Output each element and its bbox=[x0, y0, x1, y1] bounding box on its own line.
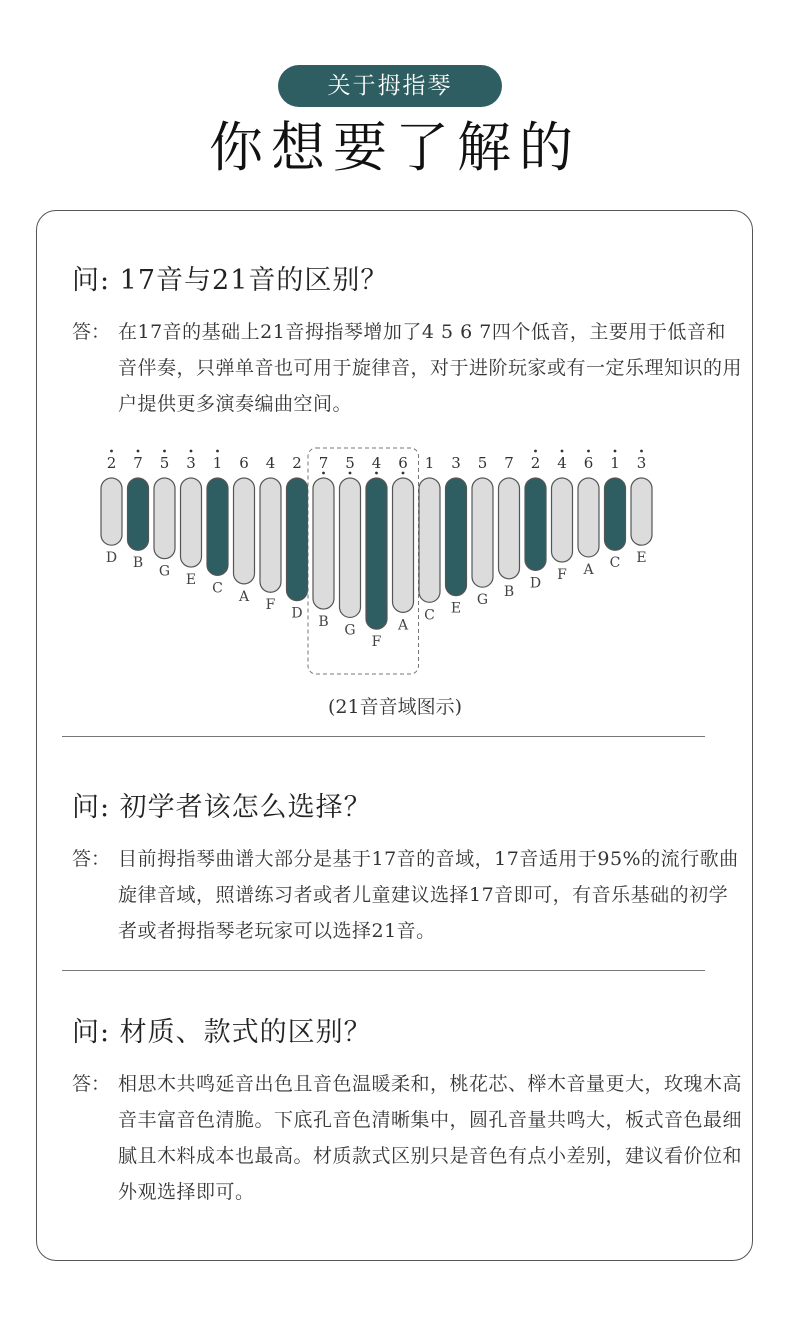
answer-label: 答： bbox=[72, 1073, 111, 1095]
divider bbox=[62, 970, 705, 971]
key-note: E bbox=[636, 550, 647, 567]
kalimba-key bbox=[393, 478, 414, 612]
kalimba-key bbox=[181, 478, 202, 567]
kalimba-key bbox=[340, 478, 361, 617]
key-note: A bbox=[238, 588, 250, 605]
question-1: 问: 17音与21音的区别？ bbox=[72, 265, 389, 296]
key-number: 2 bbox=[530, 454, 541, 472]
kalimba-key bbox=[446, 478, 467, 596]
kalimba-key bbox=[552, 478, 573, 562]
key-note: D bbox=[291, 605, 303, 622]
kalimba-key bbox=[499, 478, 520, 579]
octave-dot bbox=[349, 472, 352, 475]
octave-dot bbox=[534, 450, 537, 453]
key-note: B bbox=[503, 583, 515, 600]
answer-text: 目前拇指琴曲谱大部分是基于17音的音域，17音适用于95%的流行歌曲旋律音域，照谱练习者或者儿童建议选择17音即可，有音乐基础的初学者或者拇指琴老玩家可以选择21音。 bbox=[118, 848, 739, 942]
key-number: 3 bbox=[636, 454, 647, 472]
key-number: 5 bbox=[345, 454, 355, 472]
octave-dot bbox=[190, 450, 193, 453]
key-number: 3 bbox=[186, 454, 196, 472]
kalimba-key bbox=[313, 478, 334, 609]
kalimba-key bbox=[366, 478, 387, 629]
kalimba-key bbox=[207, 478, 228, 575]
kalimba-key bbox=[128, 478, 149, 550]
answer-2 bbox=[72, 841, 744, 949]
octave-dot bbox=[216, 450, 219, 453]
key-number: 5 bbox=[159, 454, 170, 472]
kalimba-key bbox=[419, 478, 440, 602]
answer-label: 答： bbox=[72, 848, 111, 870]
key-number: 3 bbox=[451, 454, 461, 472]
key-number: 7 bbox=[504, 454, 514, 472]
key-number: 1 bbox=[212, 454, 223, 472]
key-number: 6 bbox=[239, 454, 249, 472]
kalimba-key bbox=[525, 478, 546, 570]
question-3: 问: 材质、款式的区别？ bbox=[72, 1017, 372, 1048]
octave-dot bbox=[402, 472, 405, 475]
key-number: 4 bbox=[265, 454, 276, 472]
key-note: E bbox=[185, 572, 197, 589]
key-note: A bbox=[397, 617, 409, 634]
key-number: 2 bbox=[106, 454, 117, 472]
octave-dot bbox=[110, 450, 113, 453]
key-note: B bbox=[132, 555, 144, 572]
kalimba-key bbox=[631, 478, 652, 545]
key-number: 6 bbox=[398, 454, 408, 472]
page-title: 你想要了解的 bbox=[209, 116, 581, 179]
key-note: G bbox=[476, 592, 489, 609]
key-number: 7 bbox=[318, 454, 329, 472]
divider bbox=[62, 736, 705, 737]
key-note: B bbox=[318, 614, 329, 631]
key-note: C bbox=[424, 607, 435, 624]
key-note: F bbox=[371, 634, 382, 651]
key-number: 4 bbox=[557, 454, 567, 472]
answer-label: 答： bbox=[72, 321, 111, 343]
key-note: C bbox=[212, 580, 223, 597]
key-note: D bbox=[529, 575, 542, 592]
kalimba-range-diagram bbox=[0, 440, 790, 690]
key-number: 1 bbox=[610, 454, 620, 472]
octave-dot bbox=[163, 450, 166, 453]
key-number: 1 bbox=[424, 454, 435, 472]
octave-dot bbox=[614, 450, 617, 453]
kalimba-key bbox=[605, 478, 626, 550]
key-number: 2 bbox=[292, 454, 302, 472]
key-number: 5 bbox=[477, 454, 488, 472]
section-badge: 关于拇指琴 bbox=[278, 65, 502, 107]
answer-text: 在17音的基础上21音拇指琴增加了4 5 6 7四个低音，主要用于低音和音伴奏，只弹单音也可用于旋律音，对于进阶玩家或有一定乐理知识的用户提供更多演奏编曲空间。 bbox=[118, 321, 743, 415]
octave-dot bbox=[587, 450, 590, 453]
key-note: C bbox=[609, 555, 621, 572]
key-note: E bbox=[450, 600, 462, 617]
key-number: 4 bbox=[371, 454, 382, 472]
octave-dot bbox=[322, 472, 325, 475]
kalimba-key bbox=[234, 478, 255, 584]
kalimba-key bbox=[260, 478, 281, 592]
key-note: D bbox=[105, 550, 118, 567]
answer-1 bbox=[72, 314, 744, 422]
key-note: F bbox=[557, 567, 567, 583]
diagram-caption: (21音音域图示) bbox=[327, 696, 462, 718]
octave-dot bbox=[561, 450, 564, 453]
key-note: G bbox=[344, 622, 356, 639]
kalimba-key bbox=[472, 478, 493, 587]
octave-dot bbox=[375, 472, 378, 475]
answer-text: 相思木共鸣延音出色且音色温暖柔和，桃花芯、榉木音量更大，玫瑰木高音丰富音色清脆。下底孔音色清晰集中，圆孔音量共鸣大，板式音色最细腻且木料成本也最高。材质款式区别只是音色有点小差别，建议看价位和外观选择即可。 bbox=[118, 1073, 743, 1203]
key-note: G bbox=[158, 563, 171, 580]
octave-dot bbox=[137, 450, 140, 453]
key-note: A bbox=[583, 561, 594, 578]
answer-3 bbox=[72, 1066, 744, 1210]
kalimba-key bbox=[578, 478, 599, 557]
kalimba-key bbox=[154, 478, 175, 559]
octave-dot bbox=[640, 450, 643, 453]
key-number: 7 bbox=[133, 454, 143, 472]
key-number: 6 bbox=[583, 454, 594, 472]
kalimba-key bbox=[287, 478, 308, 601]
key-note: F bbox=[265, 597, 276, 614]
kalimba-key bbox=[101, 478, 122, 545]
question-2: 问: 初学者该怎么选择？ bbox=[72, 792, 372, 823]
